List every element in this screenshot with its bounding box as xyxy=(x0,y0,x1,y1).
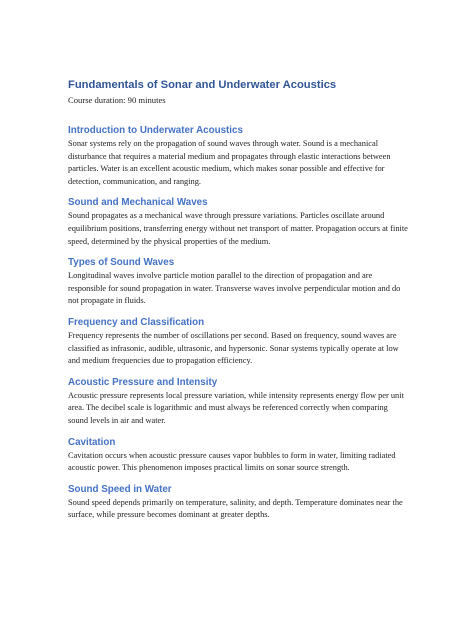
section-acoustic-pressure-intensity xyxy=(68,376,408,428)
section-heading: Types of Sound Waves xyxy=(68,257,175,269)
section-heading: Sound Speed in Water xyxy=(68,483,172,495)
section-heading: Frequency and Classification xyxy=(68,316,205,328)
document-title: Fundamentals of Sonar and Underwater Acoustics xyxy=(68,79,337,91)
section-heading: Acoustic Pressure and Intensity xyxy=(68,376,218,388)
section-types-of-sound-waves xyxy=(68,256,408,308)
section-body: Frequency represents the number of oscillations per second. Based on frequency, sound waves are classified as infrasonic, audible, ultrasonic, and hypersonic. Sonar systems typically operate at low and medium frequencies due to propagation efficiency. xyxy=(68,330,399,366)
section-body: Sound propagates as a mechanical wave through pressure variations. Particles oscillate around equilibrium positions, transferring energy without net transport of matter. Propagation occurs at finite speed, determined by the physical properties of the medium. xyxy=(68,211,408,246)
section-body: Sonar systems rely on the propagation of sound waves through water. Sound is a mechanical disturbance that requires a material medium and propagates through elastic interactions between particles. Water is an excellent acoustic medium, which makes sonar possible and effective for detection, communication, and ranging. xyxy=(68,139,391,186)
section-heading: Sound and Mechanical Waves xyxy=(68,197,208,209)
document-page xyxy=(68,78,408,522)
section-sound-speed-in-water xyxy=(68,483,408,522)
section-cavitation xyxy=(68,436,408,475)
section-heading: Introduction to Underwater Acoustics xyxy=(68,125,243,136)
section-body: Cavitation occurs when acoustic pressure causes vapor bubbles to form in water, limiting radiated acoustic power. This phenomenon imposes practical limits on sonar source strength. xyxy=(68,450,396,473)
section-body: Longitudinal waves involve particle motion parallel to the direction of propagation and are responsible for sound propagation in water. Transverse waves involve perpendicular motion and do not propagate in fluids. xyxy=(68,271,401,306)
section-body: Sound speed depends primarily on temperature, salinity, and depth. Temperature dominates near the surface, while pressure becomes dominant at greater depths. xyxy=(68,497,403,520)
section-sound-mechanical-waves xyxy=(68,196,408,248)
section-introduction xyxy=(68,124,408,188)
section-heading: Cavitation xyxy=(68,436,116,448)
section-body: Acoustic pressure represents local pressure variation, while intensity represents energy flow per unit area. The decibel scale is logarithmic and must always be referenced correctly when comparing sound levels in air and water. xyxy=(68,390,404,425)
course-duration: Course duration: 90 minutes xyxy=(68,95,166,105)
section-frequency-classification xyxy=(68,316,408,368)
